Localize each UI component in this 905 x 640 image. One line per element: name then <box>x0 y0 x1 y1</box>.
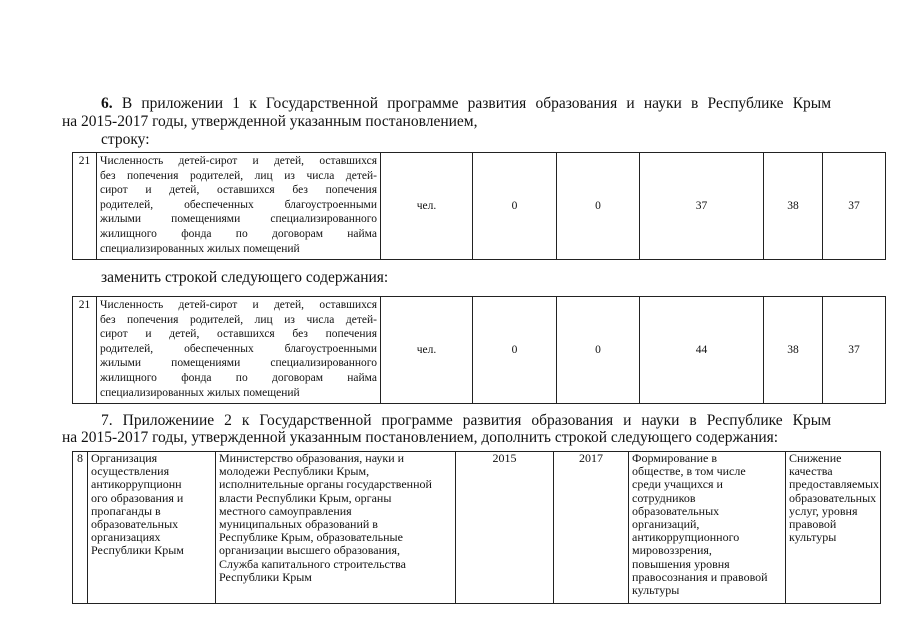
effect-line: культуры <box>789 530 837 545</box>
value-cell: 38 <box>764 297 823 404</box>
indicator-description <box>97 297 381 404</box>
result-line: правосознания и правовой <box>632 569 768 584</box>
effect-line: правовой <box>789 517 837 532</box>
result-line: мировоззрения, <box>632 543 712 558</box>
effect-cell <box>786 452 881 604</box>
result-line: среди учащихся и <box>632 477 723 492</box>
executors-line: молодежи Республики Крым, <box>219 464 370 479</box>
unit-cell: чел. <box>381 153 473 260</box>
desc-line: специализированных жилых помещений <box>100 386 300 399</box>
desc-line: специализированных жилых помещений <box>100 242 300 255</box>
measure-line: образовательных <box>91 517 179 532</box>
desc-line: жилыми помещениями специализированного <box>100 357 377 370</box>
executors-line: муниципальных образований в <box>219 517 378 532</box>
desc-line: без попечения родителей, лиц из числа детей- <box>100 313 377 326</box>
table-new-row <box>72 296 886 404</box>
result-line: Формирование в <box>632 451 717 465</box>
table-row <box>73 297 886 404</box>
measure-line: организациях <box>91 530 161 545</box>
value-cell: 37 <box>823 297 886 404</box>
value-cell: 0 <box>557 297 640 404</box>
result-line: повышения уровня <box>632 556 730 571</box>
executors-line: организации высшего образования, <box>219 543 400 558</box>
effect-line: образовательных <box>789 490 877 505</box>
result-line: обществе, в том числе <box>632 464 746 479</box>
desc-line: жилыми помещениями специализированного <box>100 213 377 226</box>
table-old-row <box>72 152 886 260</box>
executors-line: Республики Крым <box>219 569 312 584</box>
desc-line: родителей, обеспеченных благоустроенными <box>100 342 377 355</box>
executors-line: Республике Крым, образовательные <box>219 530 403 545</box>
value-cell: 37 <box>823 153 886 260</box>
unit-cell: чел. <box>381 297 473 404</box>
value-cell: 0 <box>473 297 557 404</box>
measure-cell <box>88 452 216 604</box>
result-cell <box>629 452 786 604</box>
table-row <box>73 153 886 260</box>
paragraph-6-line-3: строку: <box>101 131 150 148</box>
paragraph-6-line-2: на 2015-2017 годы, утвержденной указанным постановлением, <box>62 113 478 130</box>
value-cell: 44 <box>640 297 764 404</box>
indicator-description <box>97 153 381 260</box>
end-year-cell: 2017 <box>554 452 629 604</box>
result-line: антикоррупционного <box>632 530 740 545</box>
value-cell: 38 <box>764 153 823 260</box>
table-added-row <box>72 451 881 604</box>
effect-line: услуг, уровня <box>789 503 858 518</box>
desc-line: родителей, обеспеченных благоустроенными <box>100 198 377 211</box>
paragraph-7-line-2: на 2015-2017 годы, утвержденной указанным постановлением, дополнить строкой следующего содержания: <box>62 429 779 446</box>
desc-line: Численность детей-сирот и детей, оставшихся <box>100 155 377 167</box>
result-line: сотрудников <box>632 490 696 505</box>
executors-line: Служба капитального строительства <box>219 556 406 571</box>
value-cell: 0 <box>557 153 640 260</box>
effect-line: предоставляемых <box>789 477 880 492</box>
desc-line: жилищного фонда по договорам найма <box>100 227 377 240</box>
desc-line: жилищного фонда по договорам найма <box>100 371 377 384</box>
paragraph-6-text: В приложении 1 к Государственной программе развития образования и науки в Республике Крым <box>121 95 832 112</box>
executors-cell <box>216 452 456 604</box>
executors-line: Министерство образования, науки и <box>219 451 405 465</box>
desc-line: сирот и детей, оставшихся без попечения <box>100 184 377 197</box>
desc-line: Численность детей-сирот и детей, оставшихся <box>100 299 377 311</box>
effect-line: качества <box>789 464 833 479</box>
result-line: культуры <box>632 583 680 598</box>
executors-line: исполнительные органы государственной <box>219 477 432 492</box>
measure-line: осуществления <box>91 464 170 479</box>
executors-line: местного самоуправления <box>219 503 352 518</box>
paragraph-6-number: 6. <box>101 95 113 112</box>
replace-instruction: заменить строкой следующего содержания: <box>101 269 389 286</box>
effect-line: Снижение <box>789 451 842 465</box>
paragraph-6-line-1 <box>101 95 831 113</box>
value-cell: 37 <box>640 153 764 260</box>
desc-line: без попечения родителей, лиц из числа детей- <box>100 169 377 182</box>
measure-line: Организация <box>91 451 158 465</box>
row-number: 21 <box>73 297 97 404</box>
row-number: 21 <box>73 153 97 260</box>
measure-line: ого образования и <box>91 490 184 505</box>
row-number: 8 <box>73 452 88 604</box>
result-line: организаций, <box>632 517 700 532</box>
table-row <box>73 452 881 604</box>
paragraph-7-line-1: 7. Приложениие 2 к Государственной программе развития образования и науки в Республике Крым <box>101 412 831 429</box>
result-line: образовательных <box>632 503 720 518</box>
measure-line: пропаганды в <box>91 503 161 518</box>
desc-line: сирот и детей, оставшихся без попечения <box>100 328 377 341</box>
value-cell: 0 <box>473 153 557 260</box>
start-year-cell: 2015 <box>456 452 554 604</box>
measure-line: антикоррупционн <box>91 477 182 492</box>
executors-line: власти Республики Крым, органы <box>219 490 392 505</box>
measure-line: Республики Крым <box>91 543 184 558</box>
